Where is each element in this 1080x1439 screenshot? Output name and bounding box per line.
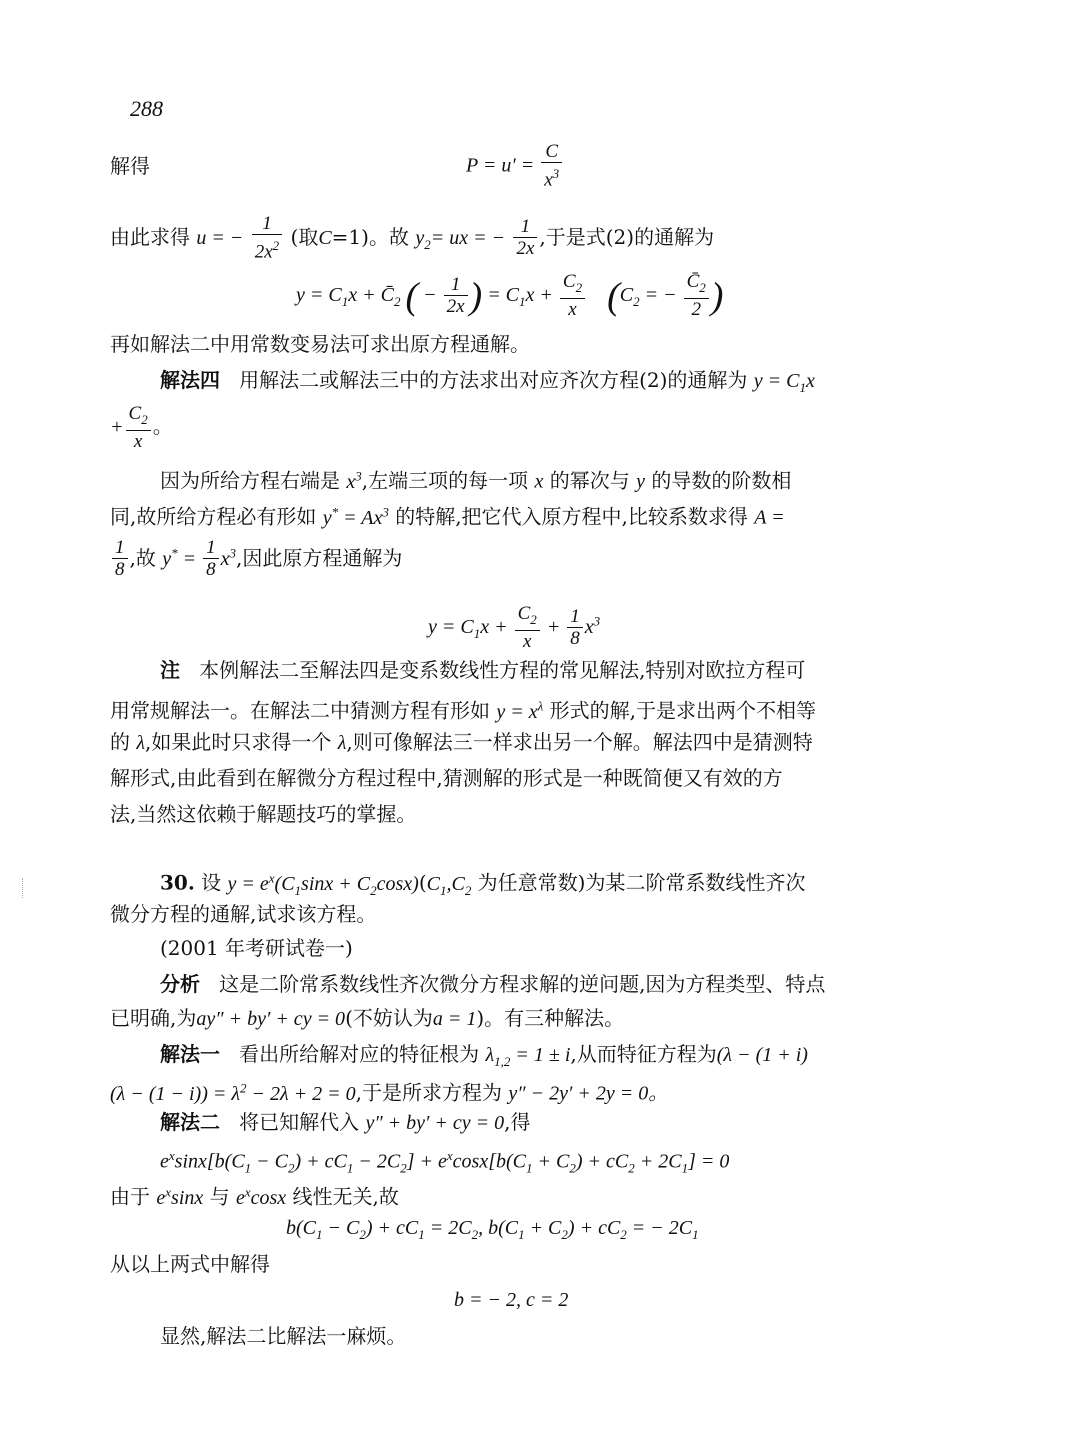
label-analysis: 分析: [160, 972, 200, 996]
note-line-1: 注 本例解法二至解法四是变系数线性方程的常见解法,特别对欧拉方程可: [160, 658, 806, 682]
label-note: 注: [160, 658, 180, 682]
line-method4: 解法四 用解法二或解法三中的方法求出对应齐次方程(2)的通解为 $y = C_1x$: [160, 368, 815, 395]
note-line-4: 解形式,由此看到在解微分方程过程中,猜测解的形式是一种既简便又有效的方: [110, 766, 783, 790]
label-method2: 解法二: [160, 1110, 220, 1134]
page-number: 288: [130, 96, 163, 121]
eq-general-solution-2: $y = C_1x$ + $\frac{C_2}{x}$ + $\frac{1}{8}$ $x^3$: [428, 603, 601, 652]
eq-system: $b(C_1 - C_2) + cC_1 = 2C_2$, $b(C_1 + C_2) + cC_2$ = − $2C_1$: [286, 1217, 699, 1242]
problem-number: 30.: [160, 870, 195, 895]
method2-line-1: 解法二 将已知解代入 y″ + by′ + cy = 0,得: [160, 1110, 531, 1134]
problem-30-line-1: 30. 设 $y = e^x(C_1\sin x + C_2\cos x)(C_1,C_2$ 为任意常数)为某二阶常系数线性齐次: [160, 870, 806, 898]
note-line-3: 的 λ,如果此时只求得一个 λ,则可像解法三一样求出另一个解。解法四中是猜测特: [110, 730, 813, 754]
problem-30-line-2: 微分方程的通解,试求该方程。: [110, 902, 377, 926]
method1-line-2: $(\lambda - (1 - i)) = \lambda^2 - 2\lambda + 2 = 0$,于是所求方程为 y″ − 2y′ + 2y = 0。: [110, 1080, 669, 1105]
margin-mark: [22, 878, 24, 898]
note-line-5: 法,当然这依赖于解题技巧的掌握。: [110, 802, 417, 826]
eq-substitution: $e^x\sin x[b(C_1 - C_2) + cC_1 - 2C_2] + e^x\cos x[b(C_1 + C_2) + cC_2 + 2C_1] = 0$: [160, 1148, 730, 1176]
line-because: 因为所给方程右端是 $x^3$,左端三项的每一项 x 的幂次与 y 的导数的阶数相: [160, 468, 792, 493]
label-method1: 解法一: [160, 1042, 220, 1066]
line-u-eq: 由此求得 u = − $\frac{1}{2x^2}$ (取C=1)。故 $y_2=$ ux = − $\frac{1}{2x}$ ,于是式(2)的通解为: [110, 213, 715, 263]
eq-P: P = u′ = $\frac{C}{x^3}$: [466, 142, 564, 191]
analysis-line-2: 已明确,为ay″ + by′ + cy = 0(不妨认为a = 1)。有三种解法。: [110, 1006, 625, 1030]
line-form: 同,故所给方程必有形如 $y^* = Ax^3$ 的特解,把它代入原方程中,比较系数求得 A =: [110, 504, 785, 529]
eq-general-solution-1: $y = C_1x$ + $C̄_2$ ( − $\frac{1}{2x}$ ) = $C_1x$ + $\frac{C_2}{x}$ ($C_2$ = − $\frac{C̄_2}{2}$ ): [296, 271, 724, 320]
line-variation: 再如解法二中用常数变易法可求出原方程通解。: [110, 332, 530, 356]
label-jiede: 解得: [110, 154, 150, 178]
line-solve-P: [110, 152, 150, 180]
method1-line-1: 解法一 看出所给解对应的特征根为 $\lambda_{1,2} = 1 \pm i$,从而特征方程为(λ − (1 + i): [160, 1042, 808, 1069]
line-A-value: $\frac{1}{8}$ ,故 y* = $\frac{1}{8}$ $x^3$,因此原方程通解为: [110, 538, 402, 581]
since-line: 由于 $e^x\sin x$ 与 $e^x\cos x$ 线性无关,故: [110, 1184, 399, 1209]
final-line: 显然,解法二比解法一麻烦。: [160, 1324, 407, 1348]
note-line-2: 用常规解法一。在解法二中猜测方程有形如 $y = x^\lambda$ 形式的解,于是求出两个不相等: [110, 698, 816, 723]
line-method4-cont: + $\frac{C_2}{x}$ 。: [110, 403, 173, 452]
analysis-line-1: 分析 这是二阶常系数线性齐次微分方程求解的逆问题,因为方程类型、特点: [160, 972, 826, 996]
problem-30-source: (2001 年考研试卷一): [160, 936, 353, 960]
label-method4: 解法四: [160, 368, 220, 392]
frac-C-over-x3: $\frac{C}{x^3}$: [541, 142, 562, 191]
eq-result: b = − 2, c = 2: [454, 1289, 569, 1311]
solve-line: 从以上两式中解得: [110, 1252, 270, 1276]
